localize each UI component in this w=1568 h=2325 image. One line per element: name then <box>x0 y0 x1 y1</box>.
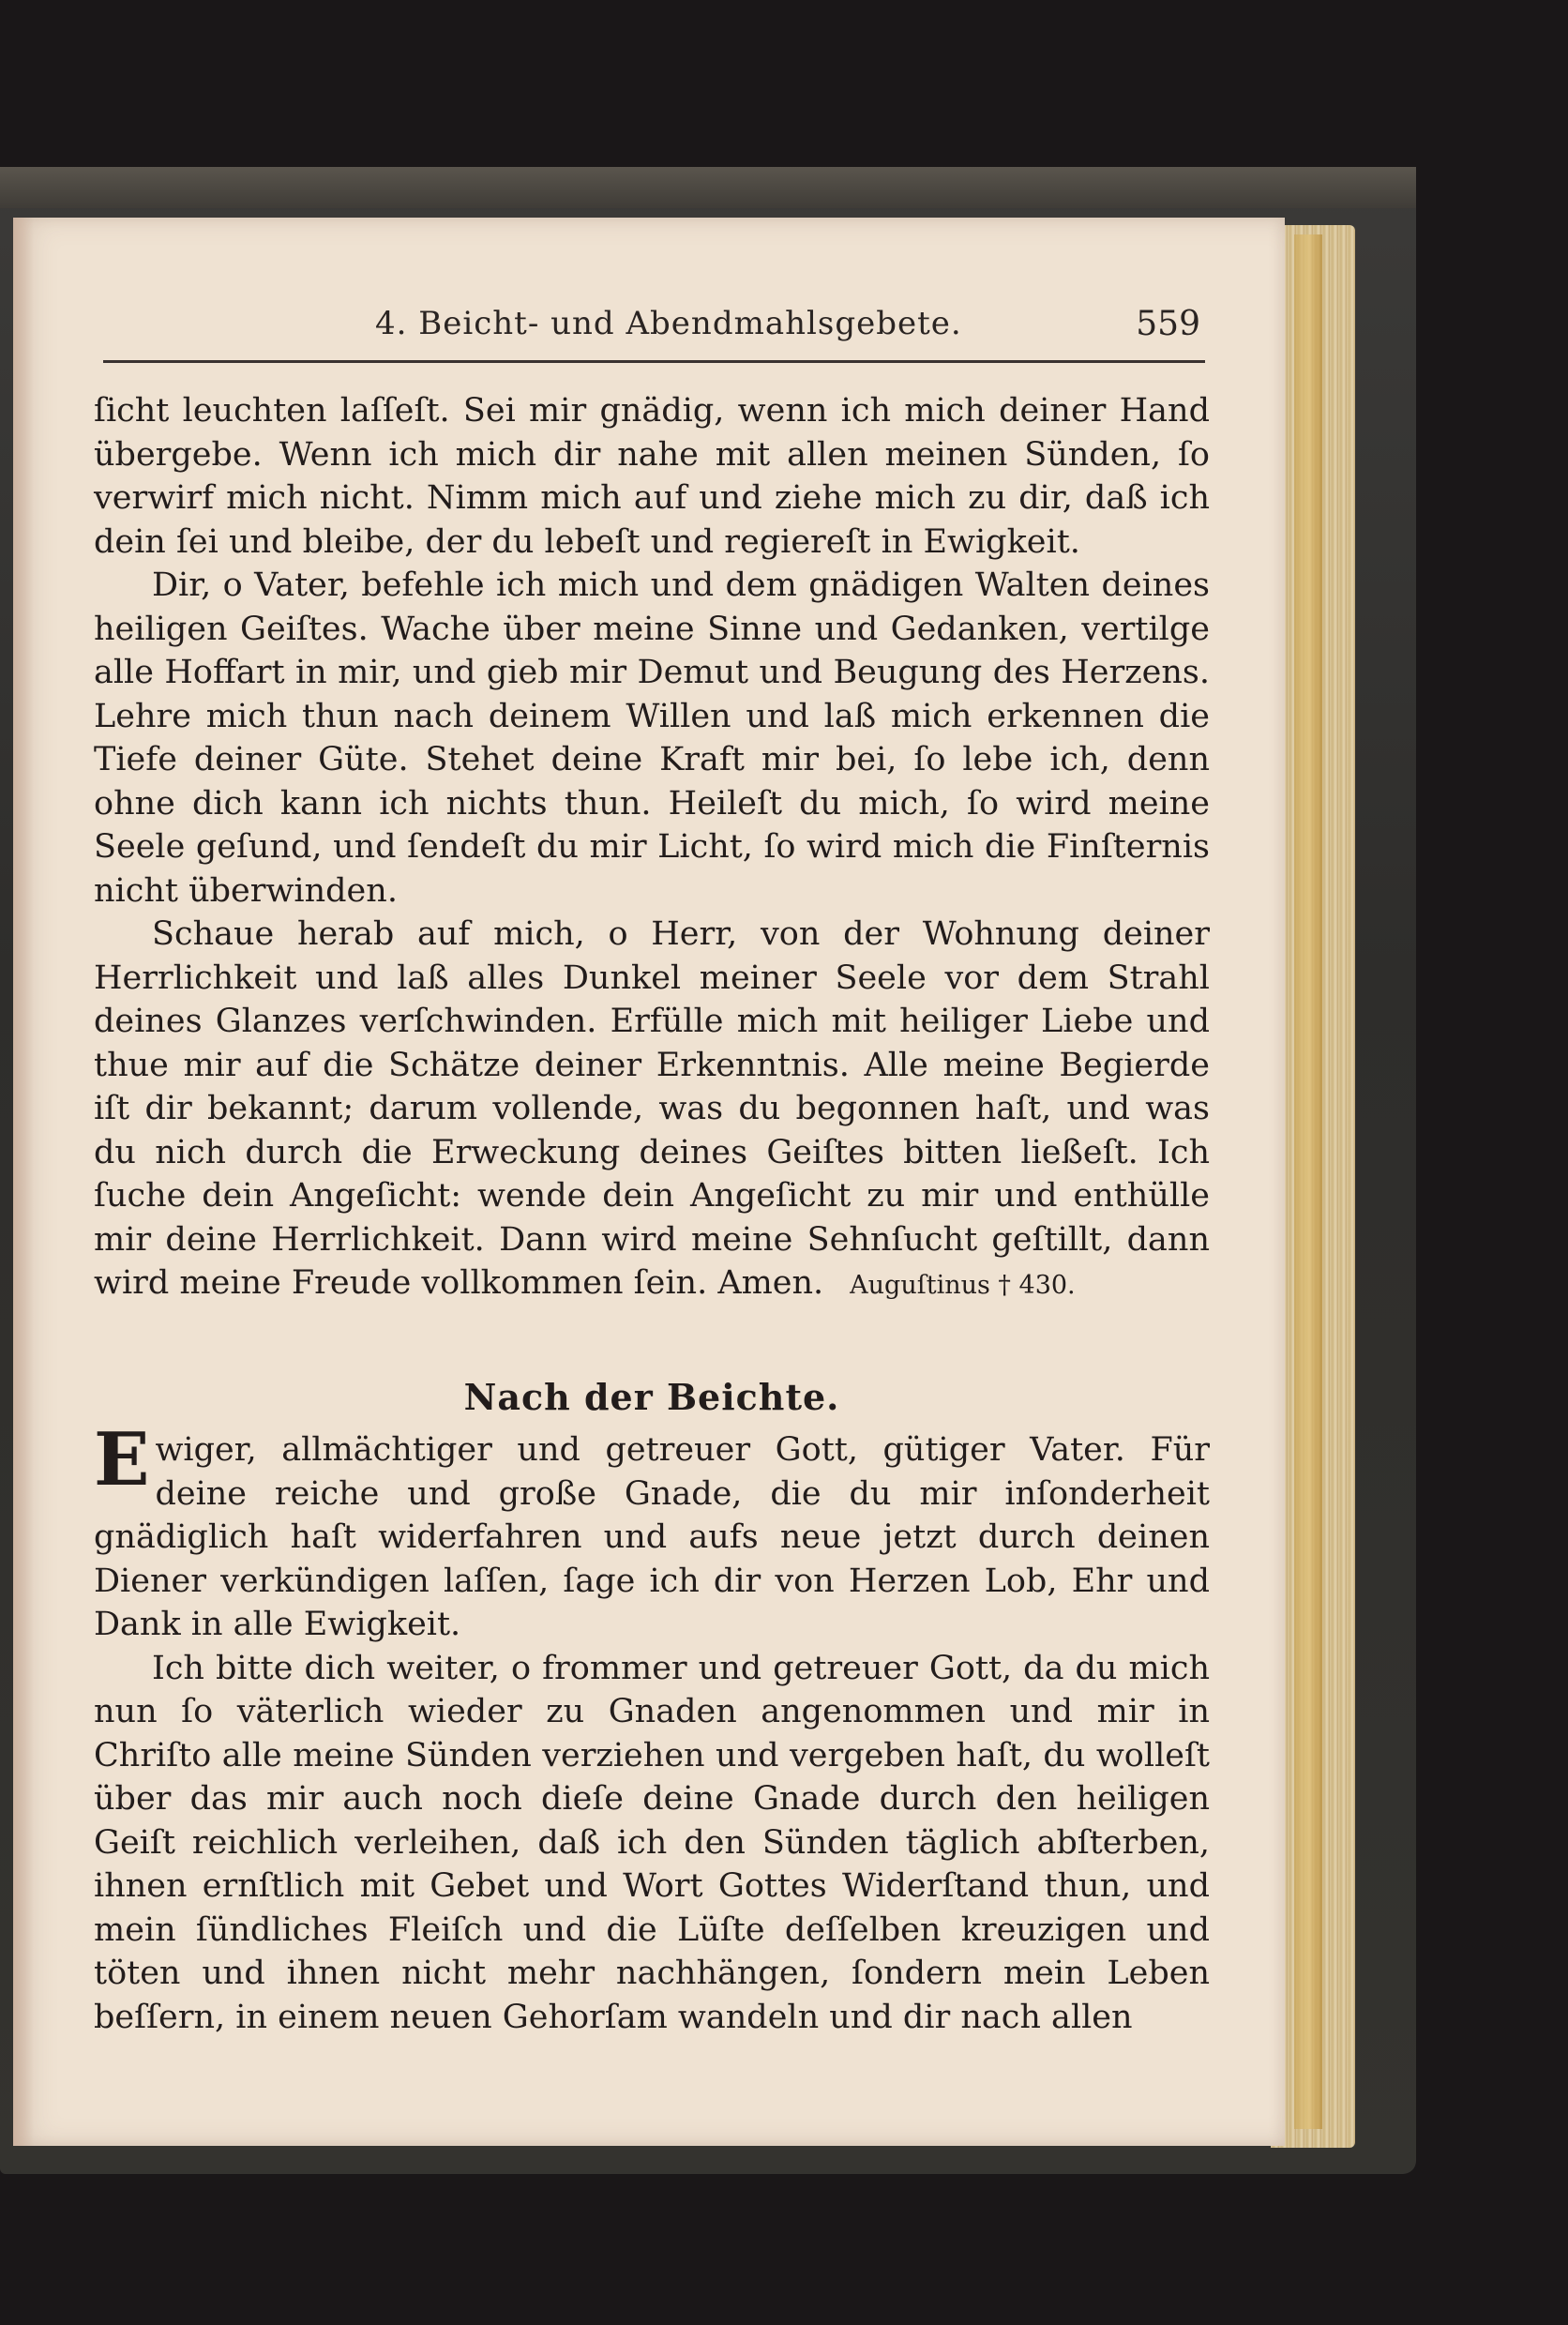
paragraph-3-text: Schaue herab auf mich, o Herr, von der Wohnung deiner Herrlichkeit und laß alles Dunkel meiner Seele vor dem Strahl deines Glanzes verſchwinden. Erfülle mich mit heiliger Liebe und thue mir auf die Schätze deiner Erkenntnis. Alle meine Begierde iſt dir bekannt; darum vollende, was du begonnen haſt, und was du nich durch die Erweckung deines Geiſtes bitten ließeſt. Ich ſuche dein Angeſicht: wende dein Angeſicht zu mir und enthülle mir deine Herrlichkeit. Dann wird meine Sehnſucht geſtillt, dann wird meine Freude vollkommen ſein. Amen. <box>94 915 1210 1302</box>
gutter-shadow <box>13 218 34 2146</box>
paragraph-3 <box>94 913 1210 1308</box>
section-paragraph-1-text: wiger, allmächtiger und getreuer Gott, gütiger Vater. Für deine reiche und große Gnade, die du mir inſonderheit gnädiglich haſt widerfahren und aufs neue jetzt durch deinen Diener verkündigen laſſen, ſage ich dir von Herzen Lob, Ehr und Dank in alle Ewigkeit. <box>94 1431 1210 1643</box>
paragraph-2: Dir, o Vater, befehle ich mich und dem gnädigen Walten deines heiligen Geiſtes. Wache über meine Sinne und Gedanken, vertilge alle Hoffart in mir, und gieb mir Demut und Beugung des Herzens. Lehre mich thun nach deinem Willen und laß mich erkennen die Tiefe deiner Güte. Stehet deine Kraft mir bei, ſo lebe ich, denn ohne dich kann ich nichts thun. Heileſt du mich, ſo wird meine Seele geſund, und ſendeſt du mir Licht, ſo wird mich die Finſternis nicht überwinden. <box>94 566 1210 910</box>
section-paragraph-2: Ich bitte dich weiter, o frommer und getreuer Gott, da du mich nun ſo väterlich wieder zu Gnaden angenommen und mir in Chriſto alle meine Sünden verziehen und vergeben haſt, du wolleſt über das mir auch noch dieſe deine Gnade durch den heiligen Geiſt reichlich verleihen, daß ich den Sünden täglich abſterben, ihnen ernſtlich mit Gebet und Wort Gottes Widerſtand thun, und mein ſündliches Fleiſch und die Lüſte deſſelben kreuzigen und töten und ihnen nicht mehr nachhängen, ſondern mein Leben beſſern, in einem neuen Gehorſam wandeln und dir nach allen <box>94 1649 1210 2036</box>
cover-top-edge <box>0 167 1416 208</box>
body-text <box>94 389 1210 2039</box>
section-paragraph-1 <box>94 1417 1210 1647</box>
running-head-title: 4. Beicht- und Abendmahlsgebete. <box>375 305 962 342</box>
running-head <box>103 305 1210 361</box>
drop-cap: E <box>94 1417 150 1502</box>
section-heading: Nach der Beichte. <box>463 1375 840 1418</box>
page-number: 559 <box>1136 305 1200 343</box>
paragraph-1: ſicht leuchten laſſeſt. Sei mir gnädig, wenn ich mich deiner Hand übergebe. Wenn ich mich dir nahe mit allen meinen Sünden, ſo verwirf mich nicht. Nimm mich auf und ziehe mich zu dir, daß ich dein ſei und bleibe, der du lebeſt und regiereſt in Ewigkeit. <box>94 392 1210 561</box>
gilt-edge <box>1294 234 1322 2129</box>
signature: Auguſtinus † 430. <box>850 1271 1076 1300</box>
header-rule <box>103 360 1205 363</box>
